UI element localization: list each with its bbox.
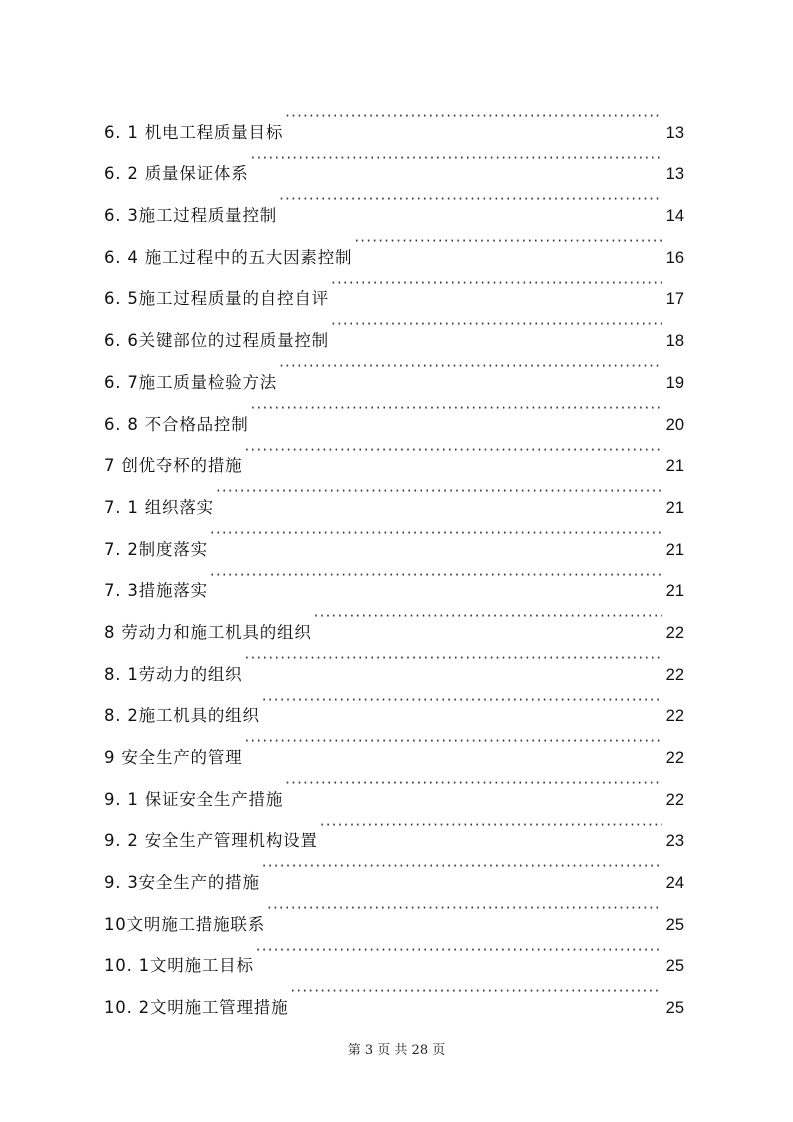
toc-dot-leader	[244, 430, 662, 472]
toc-entry-title: 9. 3安全生产的措施	[104, 873, 260, 893]
toc-entry-page-number: 21	[665, 582, 684, 601]
toc-entry-title: 9. 1 保证安全生产措施	[104, 789, 284, 809]
toc-entry-page-number: 21	[665, 457, 684, 476]
toc-entry-title: 8 劳动力和施工机具的组织	[104, 622, 312, 642]
page-footer: 第 3 页 共 28 页	[347, 1043, 446, 1058]
toc-entry-page-number: 13	[665, 165, 684, 184]
toc-entry-page-number: 19	[665, 373, 684, 392]
toc-entry-title: 10. 1文明施工目标	[104, 956, 254, 976]
toc-entry-page-number: 25	[665, 999, 684, 1018]
toc-dot-leader	[314, 596, 662, 638]
toc-dot-leader	[285, 763, 662, 805]
toc-dot-leader	[279, 346, 662, 388]
toc-entry-page-number: 17	[665, 290, 684, 309]
toc-dot-leader	[244, 721, 662, 763]
toc-entry-page-number: 13	[665, 123, 684, 142]
toc-dot-leader	[216, 471, 662, 513]
toc-dot-leader	[262, 680, 662, 722]
toc-entry-page-number: 22	[665, 790, 684, 809]
toc-dot-leader	[331, 304, 662, 346]
toc-entry-page-number: 24	[665, 874, 684, 893]
toc-entry-page-number: 21	[665, 498, 684, 517]
toc-dot-leader	[262, 846, 662, 888]
toc-entry-page-number: 21	[665, 540, 684, 559]
toc-entry-title: 6. 2 质量保证体系	[104, 164, 249, 184]
toc-entry-page-number: 14	[665, 207, 684, 226]
toc-dot-leader	[251, 138, 662, 180]
toc-entry-title: 9. 2 安全生产管理机构设置	[104, 831, 318, 851]
toc-entry-page-number: 20	[665, 415, 684, 434]
toc-dot-leader	[251, 388, 662, 430]
toc-dot-leader	[267, 888, 662, 930]
toc-entry-title: 6. 7施工质量检验方法	[104, 372, 278, 392]
toc-entry-title: 8. 2施工机具的组织	[104, 706, 260, 726]
toc-entry-title: 8. 1劳动力的组织	[104, 664, 243, 684]
toc-entry-title: 6. 8 不合格品控制	[104, 414, 249, 434]
toc-dot-leader	[210, 555, 662, 597]
toc-dot-leader	[331, 263, 662, 305]
toc-entry-page-number: 22	[665, 623, 684, 642]
toc-entry-title: 10文明施工措施联系	[104, 914, 265, 934]
toc-entry-page-number: 25	[665, 915, 684, 934]
toc-dot-leader	[210, 513, 662, 555]
toc-dot-leader	[245, 638, 663, 680]
toc-entry-title: 6. 5施工过程质量的自控自评	[104, 289, 329, 309]
toc-entry-page-number: 22	[665, 707, 684, 726]
toc-entry-title: 7. 2制度落实	[104, 539, 208, 559]
toc-entry-page-number: 22	[665, 749, 684, 767]
toc-entry-title: 6. 3施工过程质量控制	[104, 206, 278, 226]
toc-dot-leader	[279, 179, 662, 221]
table-of-contents	[104, 96, 684, 1018]
toc-entry-title: 6. 6关键部位的过程质量控制	[104, 331, 329, 351]
toc-entry-title: 6. 4 施工过程中的五大因素控制	[104, 247, 353, 267]
toc-entry-title: 10. 2文明施工管理措施	[104, 998, 289, 1018]
toc-dot-leader	[354, 221, 662, 263]
toc-entry-page-number: 23	[665, 832, 684, 851]
toc-entry-title: 9 安全生产的管理	[104, 748, 243, 767]
toc-dot-leader	[285, 96, 662, 138]
toc-entry-title: 6. 1 机电工程质量目标	[104, 122, 284, 142]
toc-entry[interactable]	[104, 96, 684, 142]
toc-entry-page-number: 22	[665, 665, 684, 684]
toc-entry-title: 7. 1 组织落实	[104, 497, 214, 517]
toc-entry-title: 7. 3措施落实	[104, 581, 208, 601]
toc-entry-page-number: 25	[665, 957, 684, 976]
toc-entry-title: 7 创优夺杯的措施	[104, 456, 243, 476]
toc-entry-page-number: 16	[665, 248, 684, 267]
toc-dot-leader	[256, 930, 662, 972]
toc-dot-leader	[320, 805, 662, 847]
toc-entry-page-number: 18	[665, 332, 684, 351]
toc-dot-leader	[290, 971, 662, 1013]
